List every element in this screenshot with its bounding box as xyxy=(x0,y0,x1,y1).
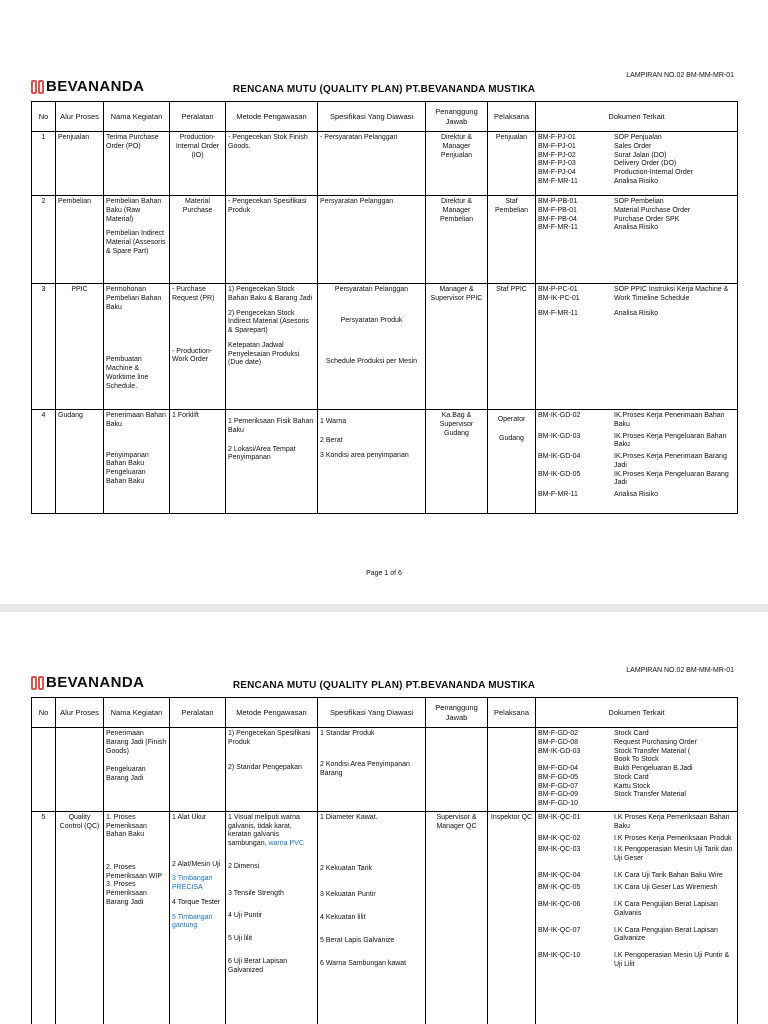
cell-metode xyxy=(226,811,318,1024)
cell-dokumen xyxy=(536,196,738,284)
cell-alur: Pembelian xyxy=(56,196,104,284)
doc-name: Analisa Risiko xyxy=(614,491,658,498)
cell-peralatan xyxy=(170,284,226,410)
cell-nama xyxy=(104,811,170,1024)
doc-entry xyxy=(538,433,735,451)
spesifikasi-item: 1 Diameter Kawat. xyxy=(320,813,378,821)
col-penanggung: Penanggung Jawab xyxy=(426,102,488,132)
nama-item: 2. Proses Pemeriksaan WIP xyxy=(106,863,163,880)
cell-alur: Gudang xyxy=(56,410,104,514)
cell-alur xyxy=(56,728,104,812)
doc-entry xyxy=(538,952,735,970)
metode-item: 1) Pengecekan Spesifikasi Produk xyxy=(228,730,311,746)
col-nama: Nama Kegiatan xyxy=(104,698,170,728)
doc-codes: BM-F-GD-02 BM-F-GD-08 BM-IK-GD-03 BM-F-GD-04 BM-F-GD-05 BM-F-GD-07 BM-F-GD-09 BM-F-GD-10 xyxy=(538,730,581,807)
doc-code: BM-IK-QC-10 xyxy=(538,952,581,959)
doc-name: I.K Cara Pengujian Berat Lapisan Galvanize xyxy=(614,926,718,943)
doc-code: BM-IK-GD-05 xyxy=(538,470,581,478)
col-nama: Nama Kegiatan xyxy=(104,102,170,132)
peralatan-item: - Production-Work Order xyxy=(172,347,213,364)
nama-item: Penerimaan Bahan Baku xyxy=(106,412,166,428)
logo-text: BEVANANDA xyxy=(46,78,145,95)
metode-item: 2) Pengecekan Stock Indirect Material (Asesoris & Sparepart) xyxy=(228,309,309,334)
doc-entry xyxy=(538,927,735,945)
nama-item: Permohonan Pembelian Bahan Baku xyxy=(106,286,162,311)
cell-no: 1 xyxy=(32,132,56,196)
metode-item: Ketepatan Jadwal Penyelesaian Produksi (Due date) xyxy=(228,341,300,367)
cell-no: 4 xyxy=(32,410,56,514)
doc-code: BM-IK-QC-01 xyxy=(538,813,581,821)
nama-item: 1. Proses Pemeriksaan Bahan Baku xyxy=(106,813,147,839)
doc-names: Analisa Risiko xyxy=(614,309,658,317)
cell-penanggung: Direktur & Manager Penjualan xyxy=(426,132,488,196)
spesifikasi-item: 2 Kekuatan Tarik xyxy=(320,864,373,872)
metode-item: 2) Standar Pengepakan xyxy=(228,763,302,771)
page-2 xyxy=(0,612,768,1024)
doc-codes: BM-P-PC-01 BM-IK-PC-01 xyxy=(538,286,580,302)
col-dokumen: Dokumen Terkait xyxy=(536,698,738,728)
cell-penanggung: Direktur & Manager Pembelian xyxy=(426,196,488,284)
cell-metode: - Pengecekan Spesifikasi Produk xyxy=(226,196,318,284)
doc-name: I.K Proses Kerja Pemeriksaan Produk xyxy=(614,835,732,843)
doc-code: BM-IK-GD-03 xyxy=(538,432,581,440)
cell-metode xyxy=(226,284,318,410)
nama-item: 3. Proses Pemeriksaan Barang Jadi xyxy=(106,881,147,906)
cell-penanggung xyxy=(426,728,488,812)
cell-peralatan: Material Purchase xyxy=(170,196,226,284)
doc-entry xyxy=(538,471,735,489)
spesifikasi-item: 2 Berat xyxy=(320,436,343,444)
table-row xyxy=(32,196,738,284)
col-spesifikasi: Spesifikasi Yang Diawasi xyxy=(318,698,426,728)
doc-code: BM-IK-GD-04 xyxy=(538,453,581,460)
table-header-row xyxy=(32,698,738,728)
doc-name: IK.Proses Kerja Penerimaan Barang Jadi xyxy=(614,453,727,469)
cell-pelaksana: Staf Pembelian xyxy=(488,196,536,284)
spesifikasi-item: Persyaratan Produk xyxy=(340,316,403,324)
cell-metode xyxy=(226,728,318,812)
cell-dokumen xyxy=(536,728,738,812)
pelaksana-item: Gudang xyxy=(499,434,524,442)
pelaksana-item: Operator xyxy=(497,416,526,423)
metode-item: 2 Dimensi xyxy=(228,862,260,870)
doc-name: IK.Proses Kerja Pengeluaran Bahan Baku xyxy=(614,432,727,449)
doc-entry xyxy=(538,901,735,919)
cell-peralatan: Production-Internal Order (IO) xyxy=(170,132,226,196)
cell-peralatan xyxy=(170,811,226,1024)
doc-names: Stock Card Request Purchasing Order Stock Transfer Material ( Book To Stock Bukti Pengeluaran B.Jadi Stock Card Kartu Stock Stock Transfer Material xyxy=(614,730,697,799)
col-dokumen: Dokumen Terkait xyxy=(536,102,738,132)
metode-item: 6 Uji Berat Lapisan Galvanized xyxy=(228,957,288,974)
doc-code: BM-IK-GD-02 xyxy=(538,412,581,419)
doc-name: I.K Pengoperasian Mesin Uji Puntir & Uji Lilit xyxy=(614,952,730,968)
col-spesifikasi: Spesifikasi Yang Diawasi xyxy=(318,102,426,132)
alat-item: 4 Torque Tester xyxy=(172,898,220,906)
col-metode: Metode Pengawasan xyxy=(226,102,318,132)
col-alur: Alur Proses xyxy=(56,698,104,728)
cell-no: 3 xyxy=(32,284,56,410)
cell-spesifikasi: - Persyaratan Pelanggan xyxy=(318,132,426,196)
nama-item: Penyimpanan Bahan Baku Pengeluaran Bahan Baku xyxy=(106,451,149,485)
col-metode: Metode Pengawasan xyxy=(226,698,318,728)
nama-item: Pembelian Indirect Material (Assesoris & Spare Part) xyxy=(106,230,166,255)
cell-nama: Terima Purchase Order (PO) xyxy=(104,132,170,196)
metode-highlight: warna PVC xyxy=(268,840,304,847)
cell-pelaksana: Staf PPIC xyxy=(488,284,536,410)
metode-item xyxy=(228,814,315,849)
alat-item: 3 Timbangan PRECISA xyxy=(172,875,213,891)
metode-item: 1) Pengecekan Stock Bahan Baku & Barang Jadi xyxy=(228,286,313,302)
table-header-row xyxy=(32,102,738,132)
doc-name: I.K Pengoperasian Mesin Uji Tarik dan Uji Geser xyxy=(614,846,733,862)
cell-peralatan: 1 Forklift xyxy=(170,410,226,514)
cell-spesifikasi xyxy=(318,811,426,1024)
cell-penanggung: Manager & Supervisor PPIC xyxy=(426,284,488,410)
col-peralatan: Peralatan xyxy=(170,102,226,132)
cell-pelaksana: Penjualan xyxy=(488,132,536,196)
doc-name: I.K Cara Uji Tarik Bahan Baku Wire xyxy=(614,871,723,879)
col-pelaksana: Pelaksana xyxy=(488,102,536,132)
nama-item: Penerimaan Barang Jadi (Finish Goods) xyxy=(106,730,167,755)
table-row xyxy=(32,410,738,514)
metode-text: 1 Visual meliputi warna galvanis, tidak karat, keratan galvanis sambungan, xyxy=(228,813,300,847)
cell-spesifikasi: Persyaratan Pelanggan xyxy=(318,196,426,284)
doc-entry xyxy=(538,846,735,864)
doc-entry xyxy=(538,872,735,881)
cell-nama xyxy=(104,728,170,812)
doc-code: BM-F-MR-11 xyxy=(538,491,578,498)
nama-item: Pengeluaran Barang Jadi xyxy=(106,766,146,782)
cell-nama xyxy=(104,410,170,514)
alat-item: 5 Timbangan gantung xyxy=(172,913,213,930)
spesifikasi-item: 5 Berat Lapis Galvanize xyxy=(320,936,395,944)
alat-item: 1 Alat Ukur xyxy=(172,813,207,821)
doc-code: BM-IK-QC-04 xyxy=(538,871,581,879)
cell-pelaksana xyxy=(488,728,536,812)
cell-nama xyxy=(104,284,170,410)
cell-penanggung: Supervisor & Manager QC xyxy=(426,811,488,1024)
doc-names: SOP PPIC Instruksi Kerja Machine & Work Timeline Schedule xyxy=(614,286,729,302)
cell-alur: PPIC xyxy=(56,284,104,410)
lampiran-number: LAMPIRAN NO.02 BM-MM-MR-01 xyxy=(626,667,734,674)
cell-peralatan xyxy=(170,728,226,812)
lampiran-number: LAMPIRAN NO.02 BM-MM-MR-01 xyxy=(626,72,734,79)
spesifikasi-item: 1 Standar Produk xyxy=(320,730,375,737)
doc-code: BM-IK-QC-06 xyxy=(538,901,581,908)
page-number: Page 1 of 6 xyxy=(366,570,402,577)
col-alur: Alur Proses xyxy=(56,102,104,132)
doc-codes: BM-F-PJ-01 BM-F-PJ-01 BM-F-PJ-02 BM-F-PJ-03 BM-F-PJ-04 BM-F-MR-11 xyxy=(538,134,578,185)
doc-name: I.K Proses Kerja Pemeriksaan Bahan Baku xyxy=(614,813,730,830)
doc-entry xyxy=(538,412,735,430)
doc-entry xyxy=(538,453,735,471)
doc-code: BM-IK-QC-02 xyxy=(538,835,581,843)
cell-no xyxy=(32,728,56,812)
cell-alur: Penjualan xyxy=(56,132,104,196)
spesifikasi-item: 6 Warna Sambungan kawat xyxy=(320,959,407,967)
cell-dokumen xyxy=(536,132,738,196)
cell-pelaksana xyxy=(488,410,536,514)
nama-item: Pembuatan Machine & Worktime line Schedule. xyxy=(106,356,149,390)
quality-plan-table-page-1 xyxy=(31,101,738,514)
doc-name: I.K Cara Pengujian Berat Lapisan Galvanis xyxy=(614,901,718,917)
doc-codes: BM-P-PB-01 BM-F-PB-01 BM-F-PB-04 BM-F-MR-11 xyxy=(538,198,578,232)
doc-entry xyxy=(538,835,735,844)
cell-dokumen xyxy=(536,811,738,1024)
quality-plan-table-page-2 xyxy=(31,697,738,1024)
spesifikasi-item: 4 Kekuatan lilit xyxy=(320,914,366,921)
cell-pelaksana: Inspektor QC xyxy=(488,811,536,1024)
cell-no: 5 xyxy=(32,811,56,1024)
document-title: RENCANA MUTU (QUALITY PLAN) PT.BEVANANDA MUSTIKA xyxy=(232,84,536,95)
doc-entry xyxy=(538,814,735,832)
nama-item: Pembelian Bahan Baku (Raw Material) xyxy=(106,198,162,223)
logo-text: BEVANANDA xyxy=(46,674,145,691)
doc-names: SOP Pembelian Material Purchase Order Purchase Order SPK Analisa Risiko xyxy=(614,198,691,232)
cell-metode: - Pengecekan Stok Finish Goods. xyxy=(226,132,318,196)
table-row xyxy=(32,284,738,410)
doc-name: IK.Proses Kerja Penerimaan Bahan Baku xyxy=(614,412,725,428)
cell-dokumen xyxy=(536,284,738,410)
cell-penanggung: Ka.Bag & Supervisor Gudang xyxy=(426,410,488,514)
metode-item: 4 Uji Puntir xyxy=(228,912,263,920)
cell-dokumen xyxy=(536,410,738,514)
cell-spesifikasi xyxy=(318,410,426,514)
doc-code: BM-IK-QC-03 xyxy=(538,846,581,853)
spesifikasi-item: 1 Warna xyxy=(320,418,347,425)
doc-code: BM-IK-QC-05 xyxy=(538,884,581,892)
cell-nama xyxy=(104,196,170,284)
spesifikasi-item: Persyaratan Pelanggan xyxy=(334,286,409,293)
document-title: RENCANA MUTU (QUALITY PLAN) PT.BEVANANDA MUSTIKA xyxy=(232,680,536,691)
metode-item: 5 Uji lilit xyxy=(228,935,253,942)
peralatan-item: - Purchase Request (PR) xyxy=(172,286,215,302)
metode-item: 2 Lokasi/Area Tempat Penyimpanan xyxy=(228,445,296,462)
col-peralatan: Peralatan xyxy=(170,698,226,728)
metode-item: 3 Tensile Strength xyxy=(228,889,284,897)
metode-item: 1 Pemeriksaan Fisik Bahan Baku xyxy=(228,418,314,434)
col-penanggung: Penanggung Jawab xyxy=(426,698,488,728)
doc-entry xyxy=(538,884,735,893)
cell-metode xyxy=(226,410,318,514)
spesifikasi-item: 3 Kekuatan Puntir xyxy=(320,891,376,899)
col-no: No xyxy=(32,102,56,132)
spesifikasi-item: 2 Kondisi Area Penyimpanan Barang xyxy=(320,760,410,777)
col-no: No xyxy=(32,698,56,728)
col-pelaksana: Pelaksana xyxy=(488,698,536,728)
cell-spesifikasi xyxy=(318,728,426,812)
doc-name: I.K Cara Uji Geser Las Wiremesh xyxy=(614,884,718,892)
doc-codes: BM-F-MR-11 xyxy=(538,309,578,317)
doc-name: IK.Proses Kerja Pengeluaran Barang Jadi xyxy=(614,470,729,487)
cell-alur: Quality Control (QC) xyxy=(56,811,104,1024)
table-row xyxy=(32,811,738,1024)
table-row xyxy=(32,132,738,196)
doc-names: SOP Penjualan Sales Order Surat Jalan (DO) Delivery Order (DO) Production-Internal Order Analisa Risiko xyxy=(614,134,693,185)
cell-spesifikasi xyxy=(318,284,426,410)
doc-entry xyxy=(538,491,735,500)
doc-code: BM-IK-QC-07 xyxy=(538,926,581,934)
table-row xyxy=(32,728,738,812)
cell-no: 2 xyxy=(32,196,56,284)
spesifikasi-item: Schedule Produksi per Mesin xyxy=(325,357,418,365)
spesifikasi-item: 3 Kondisi area penyimpanan xyxy=(320,451,409,459)
alat-item: 2 Alat/Mesin Uji xyxy=(172,860,221,868)
